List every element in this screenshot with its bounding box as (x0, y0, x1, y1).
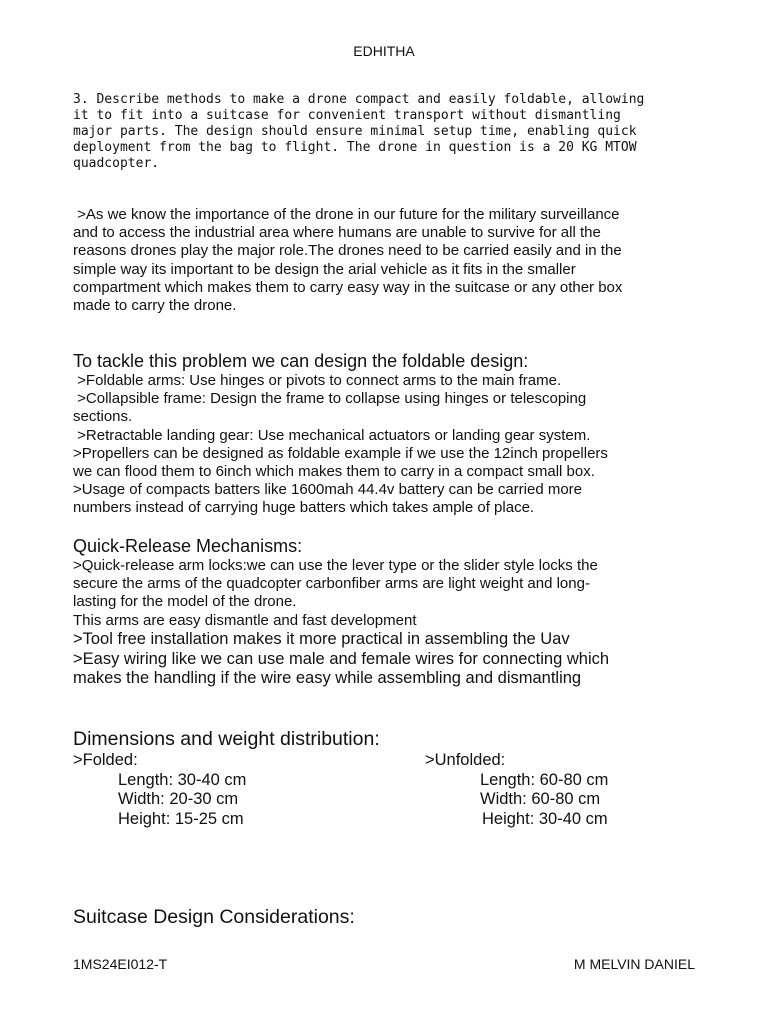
question-line: quadcopter. (73, 156, 160, 171)
quick-release-big-line: makes the handling if the wire easy while assembling and dismantling (73, 669, 582, 688)
unfolded-label: >Unfolded: (425, 751, 506, 769)
folded-height: Height: 15-25 cm (118, 810, 244, 828)
foldable-line: >Retractable landing gear: Use mechanical actuators or landing gear system. (73, 426, 591, 444)
unfolded-length: Length: 60-80 cm (480, 771, 609, 789)
intro-line: made to carry the drone. (73, 297, 237, 315)
question-line: major parts. The design should ensure minimal setup time, enabling quick (73, 124, 637, 139)
foldable-list (73, 372, 703, 518)
question-line: 3. Describe methods to make a drone compact and easily foldable, allowing (73, 92, 645, 107)
intro-paragraph (73, 206, 703, 315)
quick-release-line: secure the arms of the quadcopter carbonfiber arms are light weight and long- (73, 575, 590, 593)
unfolded-height: Height: 30-40 cm (482, 810, 608, 828)
folded-label: >Folded: (73, 751, 138, 769)
intro-line: >As we know the importance of the drone in our future for the military surveillance (73, 206, 620, 223)
foldable-line: sections. (73, 408, 133, 426)
folded-length: Length: 30-40 cm (118, 771, 247, 789)
intro-line: compartment which makes them to carry easy way in the suitcase or any other box (73, 278, 623, 296)
folded-width: Width: 20-30 cm (118, 790, 239, 808)
foldable-line: >Collapsible frame: Design the frame to collapse using hinges or telescoping (73, 390, 587, 408)
foldable-line: we can flood them to 6inch which makes them to carry in a compact small box. (73, 463, 595, 481)
foldable-line: >Foldable arms: Use hinges or pivots to connect arms to the main frame. (73, 372, 562, 389)
quick-release-big-line: >Tool free installation makes it more practical in assembling the Uav (73, 630, 570, 648)
quick-release-line: >Quick-release arm locks:we can use the lever type or the slider style locks the (73, 557, 598, 574)
intro-line: and to access the industrial area where humans are unable to survive for all the (73, 224, 601, 242)
page-header: EDHITHA (353, 43, 415, 59)
quick-release-line: This arms are easy dismantle and fast development (73, 611, 417, 629)
quick-release-list (73, 557, 703, 630)
intro-line: simple way its important to be design the arial vehicle as it fits in the smaller (73, 260, 576, 278)
foldable-line: numbers instead of carrying huge batters which takes ample of place. (73, 499, 535, 517)
intro-line: reasons drones play the major role.The drones need to be carried easily and in the (73, 242, 622, 260)
suitcase-heading: Suitcase Design Considerations: (73, 906, 355, 928)
question-line: deployment from the bag to flight. The drone in question is a 20 KG MTOW (73, 140, 637, 155)
quick-release-emphasis (73, 630, 703, 689)
quick-release-heading: Quick-Release Mechanisms: (73, 536, 303, 556)
foldable-line: >Usage of compacts batters like 1600mah 44.4v battery can be carried more (73, 481, 583, 499)
quick-release-big-line: >Easy wiring like we can use male and female wires for connecting which (73, 649, 610, 668)
foldable-line: >Propellers can be designed as foldable example if we use the 12inch propellers (73, 444, 608, 462)
foldable-heading: To tackle this problem we can design the foldable design: (73, 351, 529, 371)
question-line: it to fit into a suitcase for convenient transport without dismantling (73, 108, 621, 123)
footer-left: 1MS24EI012-T (73, 956, 168, 972)
question-block (73, 92, 703, 172)
footer-right: M MELVIN DANIEL (573, 956, 695, 972)
unfolded-width: Width: 60-80 cm (480, 790, 601, 808)
quick-release-line: lasting for the model of the drone. (73, 593, 297, 611)
dimensions-heading: Dimensions and weight distribution: (73, 728, 380, 750)
